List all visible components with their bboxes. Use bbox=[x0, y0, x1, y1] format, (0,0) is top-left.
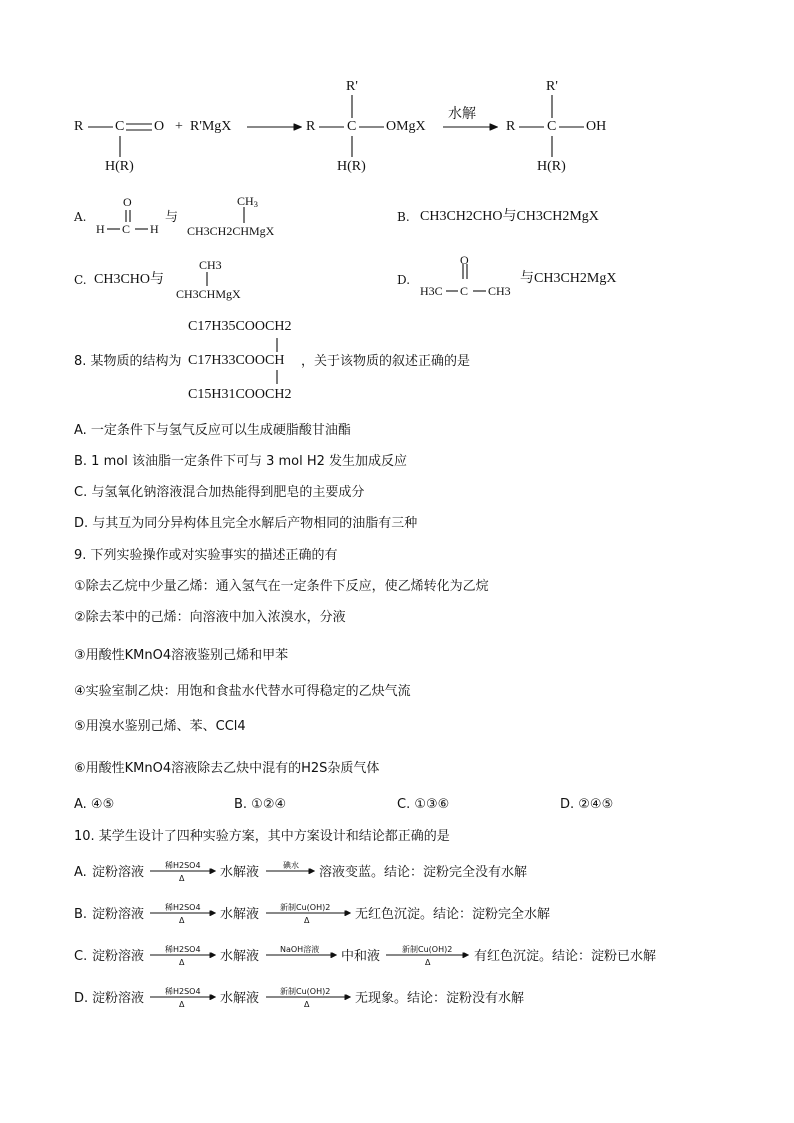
q10-c-arrow3-top: 新制Cu(OH)2 bbox=[402, 945, 453, 954]
option-d-o: O bbox=[460, 253, 469, 267]
product-rprime: R' bbox=[546, 79, 558, 94]
option-a-chain: CH3CH2CHMgX bbox=[187, 224, 275, 238]
option-d-h3c: H3C bbox=[420, 284, 443, 298]
q10-c-arrow1-bot: Δ bbox=[179, 958, 185, 967]
q9-item-5: ⑤用溴水鉴别己烯、苯、CCl4 bbox=[74, 719, 246, 734]
intermediate-r: R bbox=[306, 119, 316, 134]
aldehyde-hr: H(R) bbox=[105, 159, 134, 174]
intermediate-rprime: R' bbox=[346, 79, 358, 94]
q10-a-mid: 水解液 bbox=[220, 865, 260, 880]
q10-d-arrow2-top: 新制Cu(OH)2 bbox=[280, 987, 331, 996]
q9-choice-d: D. ②④⑤ bbox=[560, 797, 614, 812]
option-a-ch3 bbox=[237, 194, 258, 210]
q10-d-arrow2-bot: Δ bbox=[304, 1000, 310, 1009]
option-a-c: C bbox=[122, 222, 131, 236]
q9-choice-c: C. ①③⑥ bbox=[397, 797, 450, 812]
intermediate-c: C bbox=[347, 119, 357, 134]
q10-b-start: 淀粉溶液 bbox=[92, 907, 145, 922]
q9-item-4: ④实验室制乙炔：用饱和食盐水代替水可得稳定的乙炔气流 bbox=[74, 684, 411, 699]
q9-item-6: ⑥用酸性KMnO4溶液除去乙炔中混有的H2S杂质气体 bbox=[74, 761, 380, 776]
q10-b-arrow1-top: 稀H2SO4 bbox=[165, 903, 201, 912]
q8-option-a: A. 一定条件下与氢气反应可以生成硬脂酸甘油酯 bbox=[74, 423, 351, 438]
option-d-yu: 与CH3CH2MgX bbox=[520, 271, 617, 286]
grignard-reagent: R'MgX bbox=[190, 119, 232, 134]
q10-a-arrow1-bot: Δ bbox=[179, 874, 185, 883]
plus-sign: + bbox=[175, 119, 183, 134]
option-c-text: CH3CHO与 bbox=[94, 272, 165, 287]
product-hr: H(R) bbox=[537, 159, 566, 174]
q10-c-neutral: 中和液 bbox=[341, 949, 381, 964]
option-c-letter: C. bbox=[74, 273, 87, 287]
hydrolysis-label: 水解 bbox=[448, 106, 476, 122]
q8-option-d: D. 与其互为同分异构体且完全水解后产物相同的油脂有三种 bbox=[74, 516, 418, 531]
q10-stem: 10. 某学生设计了四种实验方案，其中方案设计和结论都正确的是 bbox=[74, 829, 450, 844]
q10-d-arrow1-bot: Δ bbox=[179, 1000, 185, 1009]
option-a-ch3-main: CH bbox=[237, 194, 254, 208]
q9-choice-a: A. ④⑤ bbox=[74, 797, 115, 812]
q10-d-start: 淀粉溶液 bbox=[92, 991, 145, 1006]
product-oh: OH bbox=[586, 119, 607, 134]
option-a-h-right: H bbox=[150, 222, 159, 236]
q10-a-start: 淀粉溶液 bbox=[92, 865, 145, 880]
product-r: R bbox=[506, 119, 516, 134]
intermediate-omgx: OMgX bbox=[386, 119, 426, 134]
q10-b-arrow2-top: 新制Cu(OH)2 bbox=[280, 903, 331, 912]
q10-b-arrow2-bot: Δ bbox=[304, 916, 310, 925]
q8-option-b: B. 1 mol 该油脂一定条件下可与 3 mol H2 发生加成反应 bbox=[74, 454, 408, 469]
q10-b-end: 无红色沉淀。结论：淀粉完全水解 bbox=[355, 907, 551, 922]
q10-c-letter: C. bbox=[74, 949, 88, 964]
q10-c-arrow1-top: 稀H2SO4 bbox=[165, 945, 201, 954]
option-d-c: C bbox=[460, 284, 469, 298]
q9-item-1: ①除去乙烷中少量乙烯：通入氢气在一定条件下反应，使乙烯转化为乙烷 bbox=[74, 579, 489, 594]
q10-c-arrow3-bot: Δ bbox=[425, 958, 431, 967]
option-b-text: CH3CH2CHO与CH3CH2MgX bbox=[420, 209, 599, 224]
option-a-letter: A. bbox=[74, 210, 87, 224]
q10-d-mid: 水解液 bbox=[220, 991, 260, 1006]
q10-a-arrow2-top: 碘水 bbox=[283, 861, 299, 870]
option-b-letter: B. bbox=[397, 210, 410, 224]
q10-b-arrow1-bot: Δ bbox=[179, 916, 185, 925]
option-d-ch3: CH3 bbox=[488, 284, 511, 298]
q10-b-mid: 水解液 bbox=[220, 907, 260, 922]
q9-item-3: ③用酸性KMnO4溶液鉴别己烯和甲苯 bbox=[74, 648, 289, 663]
q10-c-end: 有红色沉淀。结论：淀粉已水解 bbox=[474, 949, 657, 964]
q10-d-letter: D. bbox=[74, 991, 89, 1006]
option-a-yu: 与 bbox=[165, 210, 179, 225]
aldehyde-r: R bbox=[74, 119, 84, 134]
q8-prefix: 8. 某物质的结构为 bbox=[74, 354, 182, 369]
option-a-o: O bbox=[123, 195, 132, 209]
option-a-h-left: H bbox=[96, 222, 105, 236]
intermediate-hr: H(R) bbox=[337, 159, 366, 174]
q10-c-start: 淀粉溶液 bbox=[92, 949, 145, 964]
q10-b-letter: B. bbox=[74, 907, 88, 922]
q10-a-arrow1-top: 稀H2SO4 bbox=[165, 861, 201, 870]
glyceride-line-1: C17H35COOCH2 bbox=[188, 319, 292, 334]
q8-suffix: ，关于该物质的叙述正确的是 bbox=[301, 354, 471, 369]
q9-item-2: ②除去苯中的己烯：向溶液中加入浓溴水，分液 bbox=[74, 610, 346, 625]
q8-option-c: C. 与氢氧化钠溶液混合加热能得到肥皂的主要成分 bbox=[74, 485, 365, 500]
q10-a-letter: A. bbox=[74, 865, 87, 880]
q10-d-arrow1-top: 稀H2SO4 bbox=[165, 987, 201, 996]
q9-stem: 9. 下列实验操作或对实验事实的描述正确的有 bbox=[74, 548, 338, 563]
glyceride-line-3: C15H31COOCH2 bbox=[188, 387, 292, 402]
option-c-chain: CH3CHMgX bbox=[176, 287, 241, 301]
aldehyde-o: O bbox=[154, 119, 165, 134]
option-c-ch3: CH3 bbox=[199, 258, 222, 272]
option-d-letter: D. bbox=[397, 273, 411, 287]
glyceride-line-2: C17H33COOCH bbox=[188, 353, 285, 368]
product-c: C bbox=[547, 119, 557, 134]
q10-a-end: 溶液变蓝。结论：淀粉完全没有水解 bbox=[319, 865, 528, 880]
q9-choice-b: B. ①②④ bbox=[234, 797, 287, 812]
q10-d-end: 无现象。结论：淀粉没有水解 bbox=[355, 991, 525, 1006]
q10-c-arrow2-top: NaOH溶液 bbox=[280, 945, 320, 954]
option-a-ch3-sub: 3 bbox=[253, 199, 258, 210]
q10-c-mid: 水解液 bbox=[220, 949, 260, 964]
aldehyde-c: C bbox=[115, 119, 125, 134]
